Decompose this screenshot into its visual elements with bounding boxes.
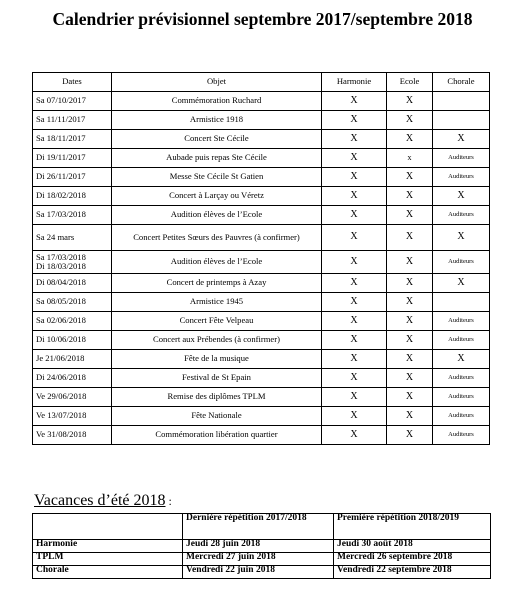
harmonie-cell: X	[322, 293, 387, 312]
rehearsal-table	[32, 513, 491, 579]
ecole-cell: X	[387, 426, 433, 445]
objet-cell: Armistice 1918	[112, 111, 322, 130]
premiere-cell: Vendredi 22 septembre 2018	[334, 566, 491, 579]
objet-cell: Concert Petites Sœurs des Pauvres (à confirmer)	[112, 225, 322, 251]
objet-cell: Audition élèves de l’Ecole	[112, 206, 322, 225]
chorale-cell: Auditeurs	[433, 388, 490, 407]
derniere-cell: Vendredi 22 juin 2018	[183, 566, 334, 579]
table-row	[33, 225, 490, 251]
objet-cell: Remise des diplômes TPLM	[112, 388, 322, 407]
group-cell: Chorale	[33, 566, 183, 579]
objet-cell: Audition élèves de l’Ecole	[112, 251, 322, 274]
ecole-cell: X	[387, 293, 433, 312]
harmonie-cell: X	[322, 187, 387, 206]
table-row	[33, 369, 490, 388]
chorale-cell	[433, 92, 490, 111]
date-cell: Di 19/11/2017	[33, 149, 112, 168]
objet-cell: Concert Fête Velpeau	[112, 312, 322, 331]
date-cell: Di 10/06/2018	[33, 331, 112, 350]
ecole-cell: X	[387, 350, 433, 369]
table-row	[33, 111, 490, 130]
harmonie-cell: X	[322, 111, 387, 130]
date-cell: Sa 17/03/2018	[33, 206, 112, 225]
premiere-cell: Mercredi 26 septembre 2018	[334, 553, 491, 566]
harmonie-cell: X	[322, 130, 387, 149]
ecole-cell: X	[387, 388, 433, 407]
table-row	[33, 350, 490, 369]
ecole-cell: X	[387, 206, 433, 225]
date-cell: Sa 02/06/2018	[33, 312, 112, 331]
ecole-cell: X	[387, 130, 433, 149]
objet-cell: Festival de St Epain	[112, 369, 322, 388]
objet-cell: Commémoration libération quartier	[112, 426, 322, 445]
harmonie-cell: X	[322, 225, 387, 251]
column-header-dates: Dates	[33, 73, 112, 92]
calendar-table	[32, 72, 490, 445]
date-cell: Di 18/02/2018	[33, 187, 112, 206]
chorale-cell: X	[433, 350, 490, 369]
chorale-cell: X	[433, 130, 490, 149]
chorale-cell	[433, 293, 490, 312]
rehearsal-header-premiere: Première répétition 2018/2019	[334, 514, 491, 540]
harmonie-cell: X	[322, 350, 387, 369]
table-row	[33, 251, 490, 274]
objet-cell: Concert Ste Cécile	[112, 130, 322, 149]
harmonie-cell: X	[322, 426, 387, 445]
ecole-cell: X	[387, 407, 433, 426]
chorale-cell: Auditeurs	[433, 251, 490, 274]
ecole-cell: X	[387, 331, 433, 350]
objet-cell: Messe Ste Cécile St Gatien	[112, 168, 322, 187]
rehearsal-row	[33, 540, 491, 553]
ecole-cell: X	[387, 251, 433, 274]
rehearsal-header-row	[33, 514, 491, 540]
rehearsal-header-empty	[33, 514, 183, 540]
ecole-cell: X	[387, 111, 433, 130]
table-row	[33, 130, 490, 149]
objet-cell: Commémoration Ruchard	[112, 92, 322, 111]
date-cell: Sa 17/03/2018 Di 18/03/2018	[33, 251, 112, 274]
chorale-cell: Auditeurs	[433, 407, 490, 426]
table-row	[33, 331, 490, 350]
harmonie-cell: X	[322, 369, 387, 388]
harmonie-cell: X	[322, 331, 387, 350]
ecole-cell: x	[387, 149, 433, 168]
ecole-cell: X	[387, 225, 433, 251]
group-cell: TPLM	[33, 553, 183, 566]
objet-cell: Concert aux Prébendes (à confirmer)	[112, 331, 322, 350]
table-row	[33, 168, 490, 187]
harmonie-cell: X	[322, 312, 387, 331]
table-row	[33, 312, 490, 331]
vacances-colon: :	[165, 494, 172, 508]
date-cell: Di 08/04/2018	[33, 274, 112, 293]
table-row	[33, 92, 490, 111]
chorale-cell: X	[433, 274, 490, 293]
chorale-cell: X	[433, 187, 490, 206]
date-cell: Sa 08/05/2018	[33, 293, 112, 312]
rehearsal-row	[33, 566, 491, 579]
derniere-cell: Mercredi 27 juin 2018	[183, 553, 334, 566]
date-cell: Sa 18/11/2017	[33, 130, 112, 149]
derniere-cell: Jeudi 28 juin 2018	[183, 540, 334, 553]
table-row	[33, 149, 490, 168]
harmonie-cell: X	[322, 251, 387, 274]
chorale-cell: X	[433, 225, 490, 251]
vacances-heading	[34, 492, 172, 510]
table-row	[33, 274, 490, 293]
column-header-harmonie: Harmonie	[322, 73, 387, 92]
rehearsal-header-derniere: Dernière répétition 2017/2018	[183, 514, 334, 540]
date-cell: Sa 07/10/2017	[33, 92, 112, 111]
date-cell: Sa 11/11/2017	[33, 111, 112, 130]
date-cell: Ve 13/07/2018	[33, 407, 112, 426]
ecole-cell: X	[387, 312, 433, 331]
chorale-cell: Auditeurs	[433, 312, 490, 331]
page-title: Calendrier prévisionnel septembre 2017/septembre 2018	[52, 9, 473, 29]
table-row	[33, 187, 490, 206]
objet-cell: Aubade puis repas Ste Cécile	[112, 149, 322, 168]
date-cell: Di 26/11/2017	[33, 168, 112, 187]
harmonie-cell: X	[322, 92, 387, 111]
date-cell: Sa 24 mars	[33, 225, 112, 251]
table-row	[33, 206, 490, 225]
harmonie-cell: X	[322, 149, 387, 168]
ecole-cell: X	[387, 369, 433, 388]
harmonie-cell: X	[322, 388, 387, 407]
date-cell: Je 21/06/2018	[33, 350, 112, 369]
objet-cell: Fête de la musique	[112, 350, 322, 369]
column-header-chorale: Chorale	[433, 73, 490, 92]
ecole-cell: X	[387, 274, 433, 293]
table-row	[33, 426, 490, 445]
table-row	[33, 293, 490, 312]
date-cell: Di 24/06/2018	[33, 369, 112, 388]
group-cell: Harmonie	[33, 540, 183, 553]
objet-cell: Fête Nationale	[112, 407, 322, 426]
chorale-cell	[433, 111, 490, 130]
objet-cell: Concert de printemps à Azay	[112, 274, 322, 293]
ecole-cell: X	[387, 168, 433, 187]
ecole-cell: X	[387, 92, 433, 111]
harmonie-cell: X	[322, 407, 387, 426]
date-cell: Ve 29/06/2018	[33, 388, 112, 407]
column-header-ecole: Ecole	[387, 73, 433, 92]
date-cell: Ve 31/08/2018	[33, 426, 112, 445]
premiere-cell: Jeudi 30 août 2018	[334, 540, 491, 553]
objet-cell: Concert à Larçay ou Véretz	[112, 187, 322, 206]
chorale-cell: Auditeurs	[433, 206, 490, 225]
chorale-cell: Auditeurs	[433, 168, 490, 187]
chorale-cell: Auditeurs	[433, 331, 490, 350]
harmonie-cell: X	[322, 274, 387, 293]
table-row	[33, 407, 490, 426]
chorale-cell: Auditeurs	[433, 426, 490, 445]
chorale-cell: Auditeurs	[433, 149, 490, 168]
harmonie-cell: X	[322, 168, 387, 187]
table-header-row	[33, 73, 490, 92]
ecole-cell: X	[387, 187, 433, 206]
chorale-cell: Auditeurs	[433, 369, 490, 388]
column-header-objet: Objet	[112, 73, 322, 92]
rehearsal-row	[33, 553, 491, 566]
harmonie-cell: X	[322, 206, 387, 225]
objet-cell: Armistice 1945	[112, 293, 322, 312]
table-row	[33, 388, 490, 407]
vacances-title: Vacances d’été 2018	[34, 492, 166, 509]
